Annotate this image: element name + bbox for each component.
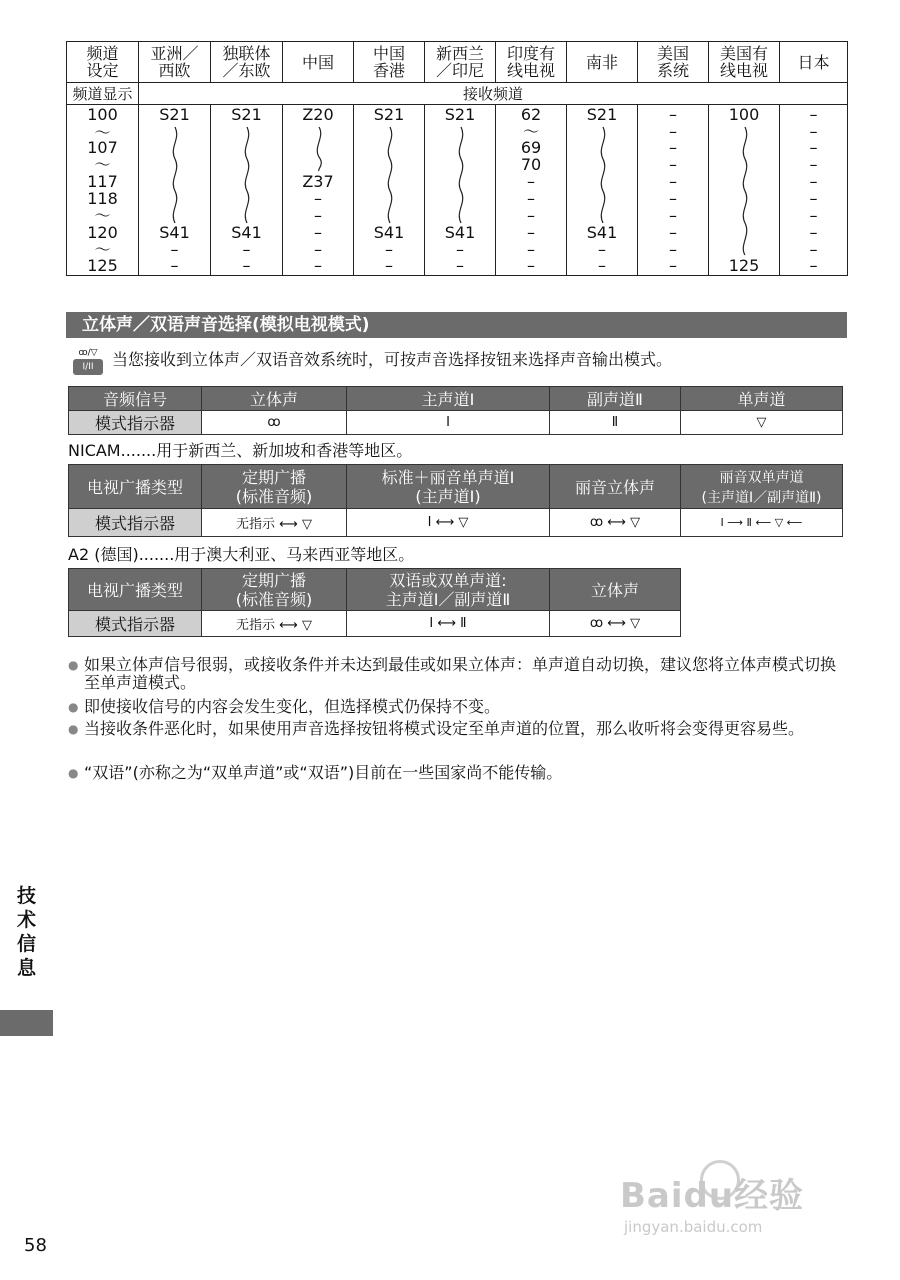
channel-value: S41 [159, 223, 190, 242]
indicator-cell: ꝏ ⟷ ▽ [550, 509, 681, 537]
section-title: 立体声／双语声音选择(模拟电视模式) [82, 315, 370, 335]
us-system-column [638, 105, 709, 276]
channel-value: S21 [444, 105, 476, 124]
bullet-item [68, 720, 848, 738]
channel-value: Z37 [302, 172, 334, 191]
channel-value: – [669, 256, 677, 275]
channel-value: – [527, 223, 535, 242]
wavy-range-line [595, 125, 611, 225]
indicator-cell: Ⅰ [347, 411, 550, 435]
audio-header-cell: 单声道 [681, 387, 843, 411]
watermark-brand: Baidu经验 [620, 1176, 805, 1216]
nicam-header-cell: 丽音立体声 [550, 465, 681, 509]
channel-value: 69 [520, 138, 542, 157]
a2-table [68, 568, 681, 637]
channel-value: S21 [586, 105, 618, 124]
channel-number: 100 [87, 105, 118, 124]
indicator-cell: ꝏ [202, 411, 347, 435]
channel-value: S21 [373, 105, 405, 124]
channel-value: – [527, 206, 535, 225]
audio-header-cell: 音频信号 [69, 387, 202, 411]
mode-indicator-label: 模式指示器 [69, 611, 202, 637]
bullet-item [68, 764, 848, 782]
channel-value: 100 [728, 105, 760, 124]
channel-value: 62 [520, 105, 542, 124]
channel-value: S21 [159, 105, 190, 124]
channel-number: 107 [87, 138, 118, 157]
nicam-header-cell: 电视广播类型 [69, 465, 202, 509]
header-south-africa: 南非 [567, 42, 638, 83]
channel-value: – [809, 155, 818, 174]
nicam-header-cell: 标准＋丽音单声道Ⅰ (主声道Ⅰ) [347, 465, 550, 509]
channel-value: – [456, 240, 464, 259]
a2-header-row [69, 569, 681, 611]
channel-value: Z20 [302, 105, 334, 124]
hong-kong-column [354, 105, 425, 276]
bullet-text: 即使接收信号的内容会发生变化，但选择模式仍保持不变。 [84, 697, 501, 716]
bullet-text: 如果立体声信号很弱，或接收条件并未达到最佳或如果立体声：单声道自动切换，建议您将立体声模式切换至单声道模式。 [84, 655, 837, 692]
audio-header-row [69, 387, 843, 411]
mode-indicator-label: 模式指示器 [69, 509, 202, 537]
channel-value: – [809, 240, 818, 259]
channel-value: – [809, 189, 818, 208]
channel-value: – [527, 189, 535, 208]
audio-header-cell: 立体声 [202, 387, 347, 411]
header-channel-setting: 频道 设定 [67, 42, 139, 83]
channel-value: – [314, 189, 322, 208]
sidebar-tab-marker [0, 1010, 53, 1036]
japan-column [780, 105, 848, 276]
channel-value: – [809, 206, 818, 225]
audio-header-cell: 主声道Ⅰ [347, 387, 550, 411]
wavy-range-line [239, 125, 255, 225]
channel-value: – [314, 206, 322, 225]
bullet-dot-icon: ● [68, 658, 79, 672]
header-us-system: 美国 系统 [638, 42, 709, 83]
indicator-cell: Ⅰ ⟷ ▽ [347, 509, 550, 537]
channel-value: – [314, 223, 322, 242]
bullet-item [68, 698, 848, 716]
channel-value: S41 [231, 223, 262, 242]
page-number: 58 [24, 1235, 47, 1256]
indicator-cell: Ⅰ ⟶ Ⅱ ⟵ ▽ ⟵ [681, 509, 843, 537]
us-cable-column [709, 105, 780, 276]
channel-value: – [170, 256, 179, 275]
a2-header-cell: 立体声 [550, 569, 681, 611]
channel-number: 118 [87, 189, 118, 208]
channel-value: – [669, 172, 677, 191]
indicator-cell: 无指示 ⟷ ▽ [202, 509, 347, 537]
nicam-indicator-row [69, 509, 843, 537]
bullet-dot-icon: ● [68, 700, 79, 714]
a2-header-cell: 电视广播类型 [69, 569, 202, 611]
channel-number-column [67, 105, 139, 276]
asia-column [139, 105, 211, 276]
channel-table-subheader-row [67, 83, 848, 105]
header-cis-east-europe: 独联体 ／东欧 [211, 42, 283, 83]
wavy-range-line [453, 125, 469, 225]
tilde-mark: ～ [94, 206, 111, 225]
stereo-mono-symbol: ꝏ/▽ [78, 348, 98, 358]
header-hong-kong: 中国 香港 [354, 42, 425, 83]
channel-value: – [809, 172, 818, 191]
header-nz-indonesia: 新西兰 ／印尼 [425, 42, 496, 83]
button-label: I/II [73, 359, 103, 375]
a2-header-cell: 双语或双单声道: 主声道Ⅰ／副声道Ⅱ [347, 569, 550, 611]
nicam-header-cell: 丽音双单声道 (主声道Ⅰ／副声道Ⅱ) [681, 465, 843, 509]
cis-column [211, 105, 283, 276]
nicam-table [68, 464, 843, 537]
section-header [66, 312, 847, 338]
nicam-header-row [69, 465, 843, 509]
channel-value: – [809, 256, 818, 275]
channel-value: – [527, 172, 535, 191]
channel-number: 120 [87, 223, 118, 242]
header-japan: 日本 [780, 42, 848, 83]
china-column [283, 105, 354, 276]
a2-note: A2 (德国).......用于澳大利亚、马来西亚等地区。 [68, 545, 415, 564]
channel-value: – [669, 223, 677, 242]
mode-indicator-label: 模式指示器 [69, 411, 202, 435]
tilde-mark: ～ [94, 240, 111, 259]
audio-signal-table [68, 386, 843, 435]
channel-value: S41 [444, 223, 476, 242]
channel-value: – [669, 105, 677, 124]
bullet-text: 当接收条件恶化时，如果使用声音选择按钮将模式设定至单声道的位置，那么收听将会变得更容易些。 [84, 719, 805, 738]
channel-value: – [314, 256, 322, 275]
channel-value: – [385, 256, 393, 275]
india-cable-column [496, 105, 567, 276]
channel-value: – [527, 256, 535, 275]
nicam-header-cell: 定期广播 (标准音频) [202, 465, 347, 509]
indicator-cell: Ⅰ ⟷ Ⅱ [347, 611, 550, 637]
channel-value: – [809, 138, 818, 157]
header-india-cable: 印度有 线电视 [496, 42, 567, 83]
audio-header-cell: 副声道Ⅱ [550, 387, 681, 411]
indicator-cell: ꝏ ⟷ ▽ [550, 611, 681, 637]
channel-value: – [669, 155, 677, 174]
nz-indonesia-column [425, 105, 496, 276]
wavy-range-line [167, 125, 183, 225]
channel-number: 125 [87, 256, 118, 275]
channel-value: – [314, 240, 322, 259]
a2-indicator-row [69, 611, 681, 637]
tilde-mark: ～ [522, 122, 539, 141]
sidebar-section-label: 技 术 信 息 [16, 885, 36, 979]
channel-value: – [456, 256, 464, 275]
channel-value: – [385, 240, 393, 259]
channel-value: S41 [373, 223, 405, 242]
header-asia-west-europe: 亚洲／ 西欧 [139, 42, 211, 83]
intro-text: 当您接收到立体声／双语音效系统时，可按声音选择按钮来选择声音输出模式。 [112, 350, 673, 369]
indicator-cell: 无指示 ⟷ ▽ [202, 611, 347, 637]
channel-value: S41 [586, 223, 618, 242]
audio-indicator-row [69, 411, 843, 435]
nicam-note: NICAM.......用于新西兰、新加坡和香港等地区。 [68, 441, 413, 460]
channel-value: – [669, 122, 677, 141]
south-africa-column [567, 105, 638, 276]
wavy-range-line [311, 125, 327, 173]
channel-value: – [598, 240, 606, 259]
channel-value: – [242, 256, 251, 275]
tilde-mark: ～ [94, 123, 111, 142]
bullet-dot-icon: ● [68, 722, 79, 736]
bullet-text: “双语”(亦称之为“双单声道”或“双语”)目前在一些国家尚不能传输。 [84, 763, 563, 782]
channel-table [66, 41, 848, 276]
channel-table-data-row [67, 105, 848, 276]
channel-value: – [809, 122, 818, 141]
channel-value: 70 [520, 155, 542, 174]
header-us-cable: 美国有 线电视 [709, 42, 780, 83]
channel-value: – [809, 223, 818, 242]
channel-value: – [242, 240, 251, 259]
channel-value: – [598, 256, 606, 275]
bullet-item [68, 656, 848, 692]
channel-value: – [170, 240, 179, 259]
watermark [620, 1168, 830, 1248]
channel-value: – [669, 206, 677, 225]
header-china: 中国 [283, 42, 354, 83]
channel-value: S21 [231, 105, 262, 124]
bullet-dot-icon: ● [68, 766, 79, 780]
watermark-url: jingyan.baidu.com [624, 1218, 763, 1236]
a2-header-cell: 定期广播 (标准音频) [202, 569, 347, 611]
channel-table-header-row [67, 42, 848, 83]
wavy-range-line [737, 125, 753, 257]
channel-value: – [809, 105, 818, 124]
channel-value: – [669, 138, 677, 157]
receive-label: 接收频道 [139, 83, 848, 105]
indicator-cell: Ⅱ [550, 411, 681, 435]
channel-value: – [527, 240, 535, 259]
channel-number: 117 [87, 172, 118, 191]
wavy-range-line [382, 125, 398, 225]
channel-value: – [669, 240, 677, 259]
tilde-mark: ～ [94, 155, 111, 174]
indicator-cell: ▽ [681, 411, 843, 435]
channel-value: 125 [728, 256, 760, 275]
channel-value: – [669, 189, 677, 208]
sound-select-button-icon [70, 347, 106, 379]
display-label: 频道显示 [67, 83, 139, 105]
